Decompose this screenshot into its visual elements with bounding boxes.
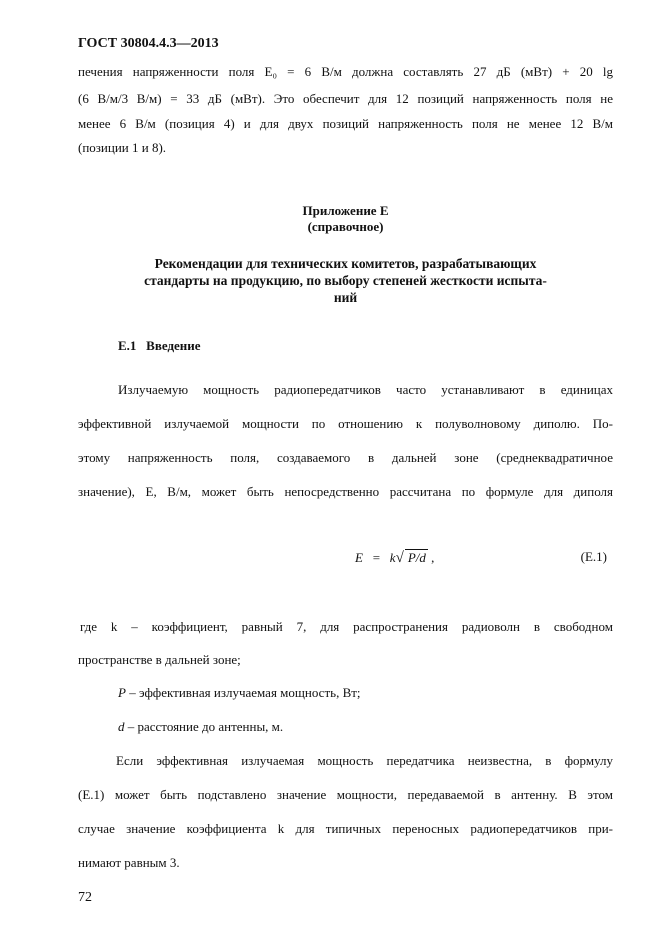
body-line-1: Излучаемую мощность радиопередатчиков часто устанавливают в единицах: [118, 382, 613, 397]
standard-code-header: ГОСТ 30804.4.3—2013: [78, 36, 219, 51]
where-line-1: где k – коэффициент, равный 7, для распространения радиоволн в свободном: [80, 619, 613, 634]
closing-line-4: нимают равным 3.: [78, 855, 180, 870]
formula-radicand: P/d: [405, 549, 428, 566]
definition-d-text: – расстояние до антенны, м.: [124, 719, 284, 734]
definition-d-symbol: d: [118, 719, 125, 734]
formula-expression: [355, 549, 434, 567]
closing-line-1: Если эффективная излучаемая мощность передатчика неизвестна, в формулу: [116, 753, 613, 768]
formula-number: (Е.1): [580, 549, 607, 564]
appendix-heading-line-2: стандарты на продукцию, по выбору степеней жесткости испыта-: [144, 273, 547, 288]
body-line-3: этому напряженность поля, создаваемого в дальней зоне (среднеквадратичное: [78, 450, 613, 465]
definition-p: [118, 685, 361, 701]
formula-equals: =: [372, 550, 381, 565]
definition-d: [118, 719, 283, 735]
section-number: Е.1: [118, 338, 137, 353]
closing-line-3: случае значение коэффициента k для типичных переносных радиопередатчиков при-: [78, 821, 613, 836]
section-heading: [118, 338, 201, 354]
formula-e1: [78, 549, 613, 569]
intro-line-3: менее 6 В/м (позиция 4) и для двух позиций напряженность поля не менее 12 В/м: [78, 116, 613, 131]
appendix-subtitle: (справочное): [307, 219, 384, 234]
sqrt-icon: √: [395, 550, 404, 566]
appendix-heading-line-3: ний: [333, 290, 358, 305]
definition-p-symbol: P: [118, 685, 126, 700]
section-title: Введение: [146, 338, 201, 353]
body-line-4: значение), E, В/м, может быть непосредственно рассчитана по формуле для диполя: [78, 484, 613, 499]
where-line-2: пространстве в дальней зоне;: [78, 652, 241, 667]
body-line-2: эффективной излучаемой мощности по отношению к полуволновому диполю. По-: [78, 416, 613, 431]
appendix-title: Приложение Е: [302, 203, 389, 218]
intro-line-4: (позиции 1 и 8).: [78, 140, 167, 155]
formula-coef: k: [389, 550, 396, 565]
intro-line-1: печения напряженности поля E₀ = 6 В/м должна составлять 27 дБ (мВт) + 20 lg: [78, 64, 613, 79]
appendix-heading-line-1: Рекомендации для технических комитетов, разрабатывающих: [154, 256, 537, 271]
formula-trail: ,: [431, 550, 435, 565]
formula-lhs: E: [355, 550, 363, 565]
definition-p-text: – эффективная излучаемая мощность, Вт;: [125, 685, 361, 700]
closing-line-2: (Е.1) может быть подставлено значение мощности, передаваемой в антенну. В этом: [78, 787, 613, 802]
intro-line-2: (6 В/м/3 В/м) = 33 дБ (мВт). Это обеспечит для 12 позиций напряженность поля не: [78, 91, 613, 106]
page-number: 72: [78, 890, 92, 905]
